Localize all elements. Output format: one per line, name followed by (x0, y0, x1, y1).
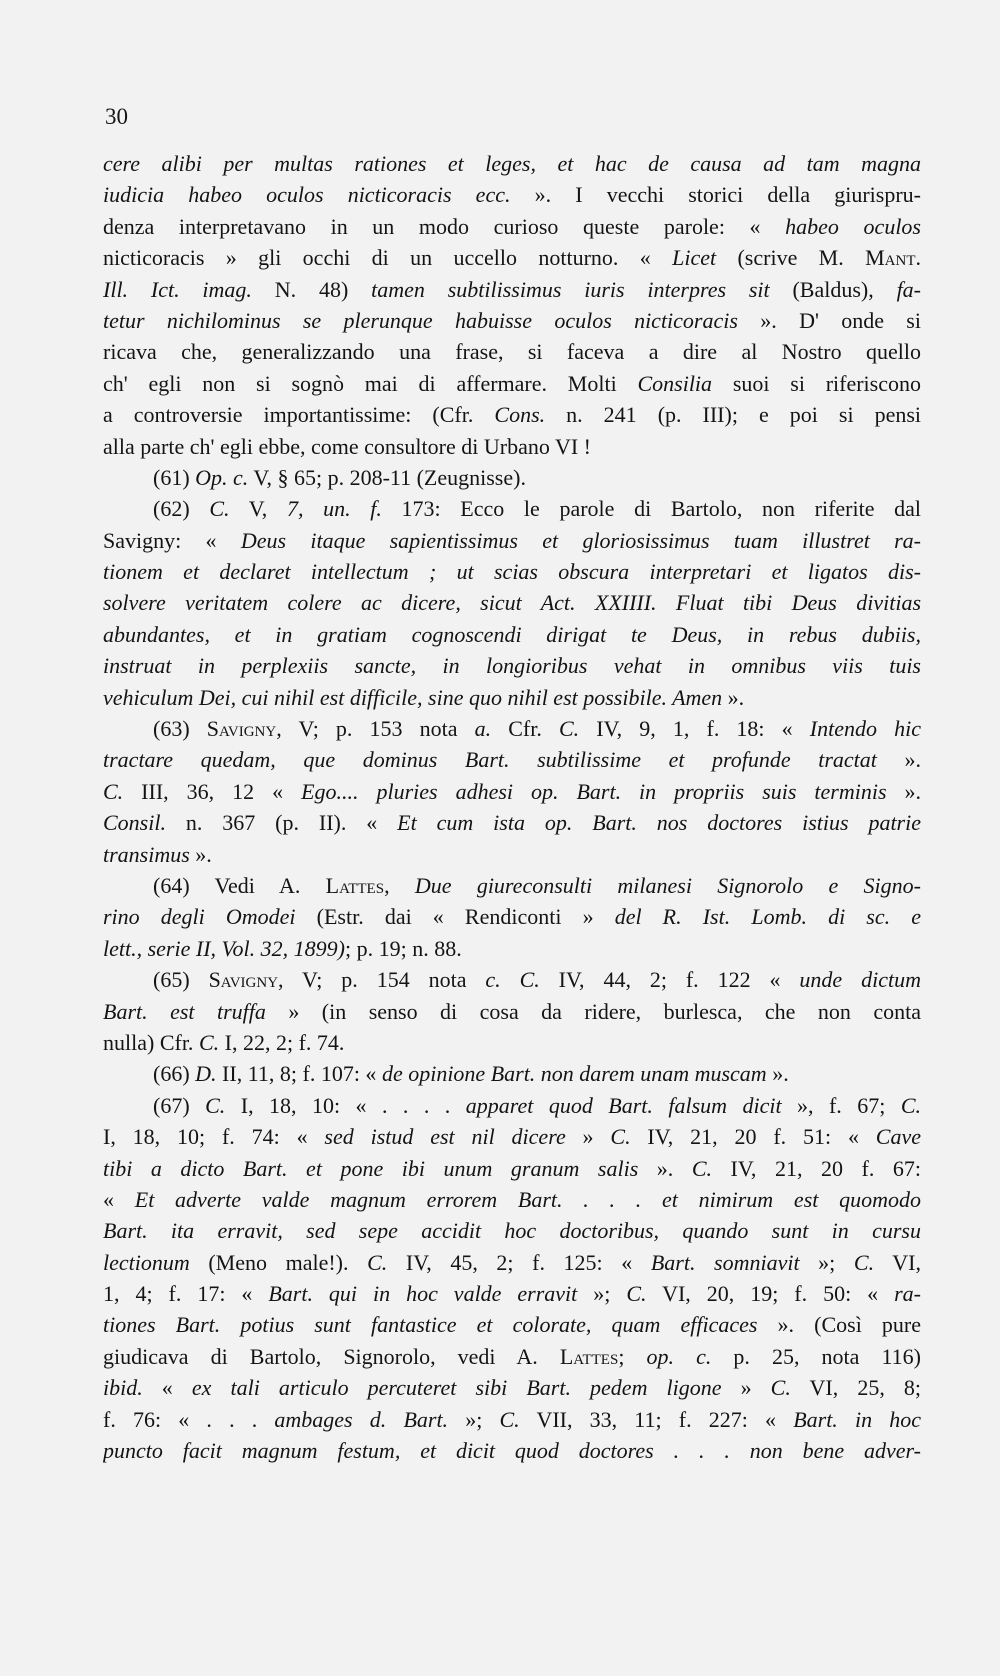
text-span: VI, 20, 19; f. 50: « (646, 1281, 895, 1307)
text-span: ; p. 19; n. 88. (344, 935, 462, 961)
italic-text: Consilia (637, 370, 713, 396)
text-span: », f. 67; (781, 1092, 901, 1118)
text-line (103, 933, 921, 964)
text-span: ». (189, 841, 212, 867)
small-caps-text: Lattes, (325, 872, 390, 898)
italic-text: C. (209, 496, 230, 522)
text-span: denza interpretavano in un modo curioso queste parole: « (103, 213, 786, 239)
text-span: 1, 4; f. 17: « (103, 1281, 269, 1307)
text-line (103, 964, 921, 995)
text-line (103, 996, 921, 1027)
text-line (103, 1027, 921, 1058)
italic-text: puncto facit magnum festum, et dicit quod doctores . . . non bene adver- (103, 1438, 921, 1464)
text-span: n. 241 (p. III); e poi si pensi (545, 402, 921, 428)
italic-text: 7, un. f. (286, 496, 382, 522)
italic-text: C. (770, 1375, 791, 1401)
text-line (103, 211, 921, 242)
italic-text: Bart. ita erravit, sed sepe accidit hoc doctoribus, quando sunt in cursu (103, 1218, 921, 1244)
text-span: III, 36, 12 « (123, 778, 302, 804)
italic-text: C. (626, 1281, 647, 1307)
text-line (103, 744, 921, 775)
text-span: ». (766, 1061, 789, 1087)
italic-text: Due giureconsulti milanesi Signorolo e Signo- (414, 872, 921, 898)
italic-text: Licet (672, 245, 717, 271)
text-line (103, 462, 921, 493)
italic-text: fa- (896, 276, 921, 302)
text-line (103, 493, 921, 524)
text-span: ; (618, 1343, 647, 1369)
text-span: n. 367 (p. II). « (165, 810, 398, 836)
text-line (103, 1121, 921, 1152)
italic-text: Bart. est truffa (103, 998, 266, 1024)
text-span: II, 11, 8; f. 107: « (216, 1061, 382, 1087)
text-span: p. 25, nota 116) (711, 1343, 921, 1369)
text-line (103, 682, 921, 713)
italic-text: cere alibi per multas rationes et leges, et hac de causa ad tam magna (103, 151, 921, 176)
text-span: a controversie importantissime: (Cfr. (103, 402, 495, 428)
italic-text: sed istud est nil dicere (324, 1124, 566, 1150)
text-span: V, § 65; p. 208-11 (Zeugnisse). (248, 464, 526, 490)
italic-text: transimus (103, 841, 190, 867)
italic-text: C. (205, 1092, 226, 1118)
text-span: I, 18, 10: « . . . . (225, 1092, 466, 1118)
small-caps-text: Savigny, (206, 716, 282, 742)
text-span: nulla) Cfr. (103, 1029, 199, 1055)
text-span: » (721, 1375, 771, 1401)
italic-text: tibi a dicto Bart. et pone ibi unum granum salis (103, 1155, 639, 1181)
text-span: (61) (153, 464, 196, 490)
text-span: IV, 9, 1, f. 18: « (579, 716, 810, 742)
text-span: ». (876, 747, 921, 773)
text-line (103, 305, 921, 336)
text-span: »; (448, 1406, 500, 1432)
italic-text: Et cum ista op. Bart. nos doctores istius patrie (397, 810, 921, 836)
italic-text: ra- (894, 1281, 921, 1307)
text-line (103, 619, 921, 650)
italic-text: rino degli Omodei (103, 904, 296, 930)
text-span: ch' egli non si sognò mai di affermare. Molti (103, 370, 638, 396)
italic-text: lectionum (103, 1249, 190, 1275)
italic-text: Bart. somniavit (650, 1249, 800, 1275)
italic-text: Bart. qui in hoc valde erravit (268, 1281, 578, 1307)
text-line (103, 336, 921, 367)
text-span: I, 18, 10; f. 74: « (103, 1124, 325, 1150)
text-line (103, 1278, 921, 1309)
italic-text: abundantes, et in gratiam cognoscendi dirigat te Deus, in rebus dubiis, (103, 621, 921, 647)
italic-text: c. C. (485, 967, 540, 993)
text-line (103, 431, 921, 462)
text-span: 173: Ecco le parole di Bartolo, non riferite dal (381, 496, 921, 522)
text-line (103, 587, 921, 618)
italic-text: tamen subtilissimus iuris interpres sit (371, 276, 770, 302)
text-span: » gli occhi di un uccello notturno. « (204, 245, 673, 271)
italic-text: instruat in perplexiis sancte, in longioribus vehat in omnibus viis tuis (103, 653, 921, 679)
text-span: VI, (874, 1249, 921, 1275)
text-span: (Estr. dai « Rendiconti » (295, 904, 615, 930)
italic-text: apparet quod Bart. falsum dicit (465, 1092, 782, 1118)
text-line (103, 650, 921, 681)
text-line (103, 1372, 921, 1403)
text-span: VI, 25, 8; (790, 1375, 921, 1401)
italic-text: ambages d. Bart. (274, 1406, 449, 1432)
text-line (103, 713, 921, 744)
text-span (390, 873, 415, 898)
italic-text: tionem et declaret intellectum ; ut scias obscura interpretari et ligatos dis- (103, 559, 921, 585)
small-caps-text: Lattes (559, 1343, 619, 1369)
italic-text: C. (691, 1155, 713, 1181)
text-line (103, 1184, 921, 1215)
text-span: VII, 33, 11; f. 227: « (519, 1406, 794, 1432)
text-line (103, 1247, 921, 1278)
italic-text: tiones Bart. potius sunt fantastice et colorate, quam efficaces (103, 1312, 758, 1338)
text-span: (67) (153, 1092, 206, 1118)
text-span: ». (638, 1155, 692, 1181)
text-span: IV, 21, 20 f. 67: (712, 1155, 921, 1181)
italic-text: del R. Ist. Lomb. di sc. e (614, 904, 921, 930)
italic-text: Bart. in hoc (793, 1406, 921, 1432)
italic-text: C. (198, 1029, 220, 1055)
italic-text: de opinione Bart. non darem unam muscam (381, 1061, 767, 1087)
text-line (103, 179, 921, 210)
text-span: »; (799, 1249, 854, 1275)
italic-text: C. (103, 778, 124, 804)
text-span: ». (886, 778, 921, 804)
text-span: (65) (153, 967, 209, 993)
text-line (103, 1404, 921, 1435)
text-line (103, 776, 921, 807)
text-line (103, 556, 921, 587)
text-line (103, 399, 921, 430)
text-span: N. 48) (251, 276, 372, 302)
italic-text: solvere veritatem colere ac dicere, sicut Act. XXIIII. Fluat tibi Deus divitias (103, 590, 921, 616)
text-line (103, 1341, 921, 1372)
italic-text: vehiculum Dei, cui nihil est difficile, sine quo nihil est possibile. Amen (103, 684, 723, 710)
text-span: » (565, 1124, 611, 1150)
text-line (103, 901, 921, 932)
italic-text: Ego.... pluries adhesi op. Bart. in propriis suis terminis (301, 778, 887, 804)
text-line (103, 1309, 921, 1340)
text-span: suoi si riferiscono (712, 370, 921, 396)
text-span: IV, 44, 2; f. 122 « (539, 967, 800, 993)
text-line (103, 368, 921, 399)
italic-text: Et adverte valde magnum errorem Bart. . . . et nimirum est quomodo (134, 1186, 921, 1212)
italic-text: Consil. (103, 810, 166, 836)
text-span: (62) (153, 496, 210, 522)
text-span: IV, 21, 20 f. 51: « (630, 1124, 876, 1150)
text-span: nicticoracis (103, 245, 205, 271)
text-line (103, 870, 921, 901)
text-span: ». I vecchi storici della giurispru- (510, 182, 921, 208)
text-line (103, 274, 921, 305)
text-line (103, 839, 921, 870)
text-line (103, 1090, 921, 1121)
text-line (103, 1153, 921, 1184)
italic-text: C. (610, 1124, 631, 1150)
italic-text: C. (900, 1092, 921, 1118)
text-line (103, 525, 921, 556)
text-span: (66) (153, 1061, 196, 1087)
text-line (103, 1435, 921, 1466)
italic-text: ibid. (103, 1375, 143, 1401)
text-span: ». D' onde si (737, 307, 921, 333)
text-span: I, 22, 2; f. 74. (219, 1029, 345, 1055)
text-span: « (103, 1186, 135, 1212)
text-span: alla parte ch' egli ebbe, come consultore di Urbano VI ! (103, 433, 591, 459)
small-caps-text: Savigny, (208, 967, 284, 993)
italic-text: D. (195, 1061, 217, 1087)
text-span: ». (722, 684, 745, 710)
text-line (103, 1058, 921, 1089)
italic-text: tractare quedam, que dominus Bart. subtilissime et profunde tractat (103, 747, 877, 773)
small-caps-text: Mant. (865, 245, 921, 271)
italic-text: tetur nichilominus se plerunque habuisse oculos nicticoracis (103, 307, 738, 333)
page-number: 30 (105, 104, 128, 129)
text-span: Cfr. (491, 716, 559, 742)
italic-text: ex tali articulo percuteret sibi Bart. pedem ligone (191, 1375, 722, 1401)
italic-text: unde dictum (799, 967, 921, 993)
italic-text: a. (474, 716, 492, 742)
italic-text: iudicia habeo oculos nicticoracis ecc. (103, 182, 511, 208)
text-block (103, 148, 921, 1466)
italic-text: Cave (875, 1124, 921, 1150)
text-span: »; (577, 1281, 627, 1307)
text-span: (64) Vedi A. (153, 872, 326, 898)
italic-text: C. (853, 1249, 875, 1275)
text-span: V; p. 153 nota (281, 716, 475, 742)
text-span: IV, 45, 2; f. 125: « (387, 1249, 651, 1275)
text-span: (Meno male!). (189, 1249, 368, 1275)
text-span: ». (Così pure (757, 1312, 921, 1338)
text-span: (Baldus), (769, 276, 897, 302)
italic-text: C. (367, 1249, 388, 1275)
text-line (103, 148, 921, 179)
text-span: giudicava di Bartolo, Signorolo, vedi A. (103, 1343, 560, 1369)
italic-text: Op. c. (195, 464, 249, 490)
italic-text: op. c. (646, 1343, 712, 1369)
text-span: (scrive M. (716, 245, 866, 271)
italic-text: Cons. (494, 402, 546, 428)
text-line (103, 807, 921, 838)
italic-text: lett., serie II, Vol. 32, 1899) (103, 935, 345, 961)
text-span: (63) (153, 716, 207, 742)
text-span: « (142, 1375, 192, 1401)
text-span: Savigny: « (103, 527, 241, 553)
text-span: V, (229, 496, 287, 522)
text-span: ricava che, generalizzando una frase, si faceva a dire al Nostro quello (103, 339, 921, 365)
italic-text: Deus itaque sapientissimus et gloriosissimus tuam illustret ra- (240, 527, 921, 553)
text-span: V; p. 154 nota (283, 967, 486, 993)
text-span: » (in senso di cosa da ridere, burlesca, che non conta (265, 998, 921, 1024)
italic-text: C. (499, 1406, 520, 1432)
italic-text: Intendo hic (809, 716, 921, 742)
text-line (103, 1215, 921, 1246)
italic-text: C. (558, 716, 580, 742)
text-span: f. 76: « . . . (103, 1406, 275, 1432)
italic-text: habeo oculos (785, 213, 921, 239)
text-line (103, 242, 921, 273)
italic-text: Ill. Ict. imag. (103, 276, 252, 302)
